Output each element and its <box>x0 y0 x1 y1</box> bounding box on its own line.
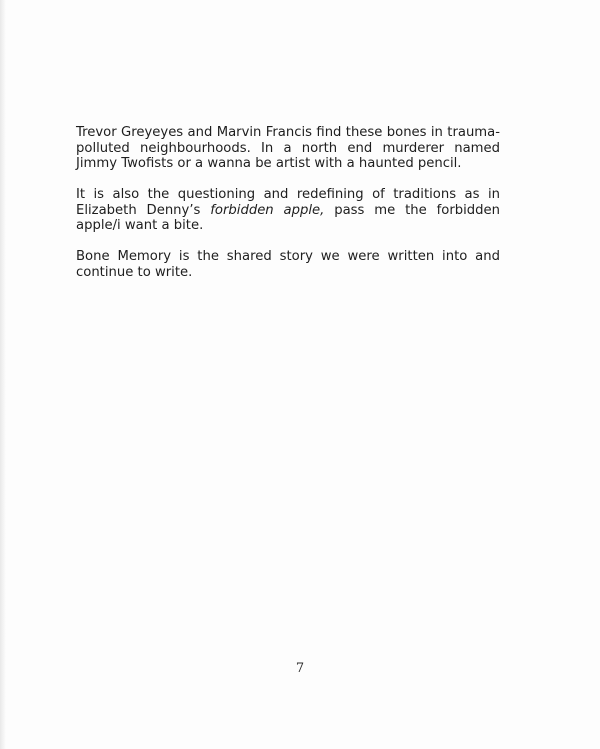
page-edge-shadow <box>0 0 6 749</box>
paragraph-2 <box>76 187 500 234</box>
paragraph-2-text-end: pass me the forbidden apple/i want a bite. <box>76 202 500 233</box>
paragraph-2-italic-title: forbidden apple, <box>210 202 325 218</box>
paragraph-2-text-start: It is also the questioning and redefining of traditions as in Elizabeth Denny’s <box>76 187 500 218</box>
paragraph-1: Trevor Greyeyes and Marvin Francis find these bones in trauma-polluted neighbourhoods. In a north end murderer named Jimmy Twofists or a wanna be artist with a haunted pencil. <box>76 125 500 171</box>
paragraph-3: Bone Memory is the shared story we were written into and continue to write. <box>76 249 500 280</box>
body-text <box>76 125 500 296</box>
page-number: 7 <box>295 661 305 676</box>
